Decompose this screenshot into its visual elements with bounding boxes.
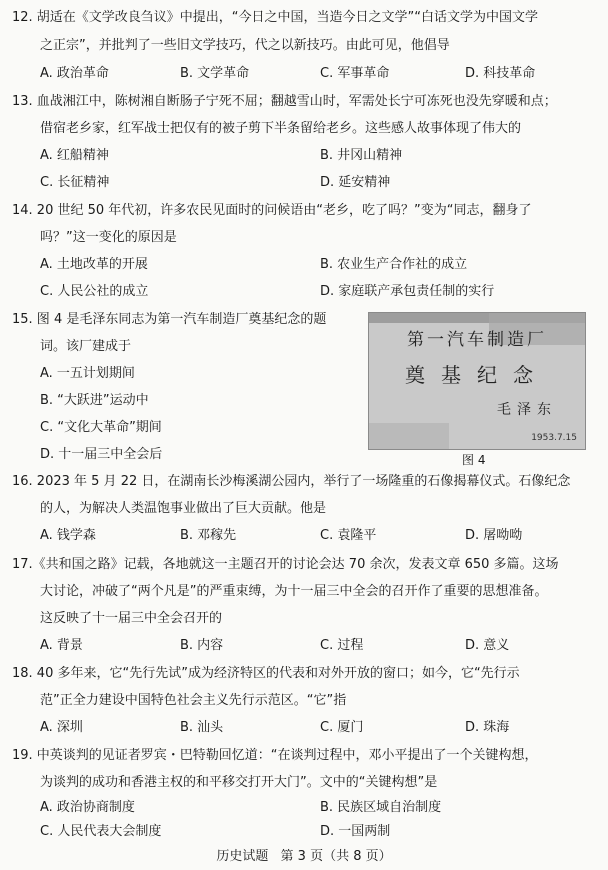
question-18-option-d: D. 珠海 — [465, 720, 510, 735]
question-15-option-b: B. “大跃进”运动中 — [40, 393, 149, 408]
question-16-option-c: C. 袁隆平 — [320, 528, 377, 543]
question-16-option-d: D. 屠呦呦 — [465, 528, 523, 543]
question-17-option-b: B. 内容 — [180, 638, 224, 653]
question-19-stem-line1: 19. 中英谈判的见证者罗宾・巴特勒回忆道：“在谈判过程中，邓小平提出了一个关键构想， — [12, 748, 538, 763]
photo-shading — [369, 423, 449, 449]
question-19-option-c: C. 人民代表大会制度 — [40, 824, 162, 839]
question-15-option-d: D. 十一届三中全会后 — [40, 447, 163, 462]
question-19-option-d: D. 一国两制 — [320, 824, 391, 839]
question-17-option-a: A. 背景 — [40, 638, 83, 653]
question-14-option-b: B. 农业生产合作社的成立 — [320, 257, 468, 272]
question-16-stem-line1: 16. 2023 年 5 月 22 日，在湖南长沙梅溪湖公园内，举行了一场隆重的石像揭幕仪式。石像纪念 — [12, 474, 571, 489]
question-15-option-a: A. 一五计划期间 — [40, 366, 135, 381]
question-16-stem-line2: 的人，为解决人类温饱事业做出了巨大贡献。他是 — [40, 501, 327, 516]
question-18-stem-line2: 范”正全力建设中国特色社会主义先行示范区。“它”指 — [40, 693, 347, 708]
inscription-date: 1953.7.15 — [531, 433, 577, 443]
question-18-option-a: A. 深圳 — [40, 720, 83, 735]
question-13-option-d: D. 延安精神 — [320, 175, 391, 190]
question-14-stem-line1: 14. 20 世纪 50 年代初，许多农民见面时的问候语由“老乡，吃了吗？”变为“同志，翻身了 — [12, 203, 532, 218]
question-12-option-d: D. 科技革命 — [465, 66, 536, 81]
question-12-stem-line2: 之正宗”，并批判了一些旧文学技巧，代之以新技巧。由此可见，他倡导 — [40, 38, 450, 53]
question-13-option-b: B. 井冈山精神 — [320, 148, 403, 163]
question-13-option-c: C. 长征精神 — [40, 175, 110, 190]
page-footer — [0, 845, 608, 864]
question-14-option-d: D. 家庭联产承包责任制的实行 — [320, 284, 495, 299]
inscription-line2: 奠基纪念 — [405, 363, 549, 387]
question-12-stem-line1: 12. 胡适在《文学改良刍议》中提出，“今日之中国，当造今日之文学”“白话文学为中国文学 — [12, 10, 539, 25]
question-17-stem-line2: 大讨论，冲破了“两个凡是”的严重束缚，为十一届三中全会的召开作了重要的思想准备。 — [40, 584, 548, 599]
question-19-stem-line2: 为谈判的成功和香港主权的和平移交打开大门”。文中的“关键构想”是 — [40, 775, 438, 790]
question-19-option-b: B. 民族区域自治制度 — [320, 800, 442, 815]
question-17-stem-line1: 17.《共和国之路》记载，各地就这一主题召开的讨论会达 70 余次，发表文章 650 多篇。这场 — [12, 557, 559, 572]
question-18-stem-line1: 18. 40 多年来，它“先行先试”成为经济特区的代表和对外开放的窗口；如今，它“先行示 — [12, 666, 520, 681]
question-16-option-b: B. 邓稼先 — [180, 528, 237, 543]
question-17-stem-line3: 这反映了十一届三中全会召开的 — [40, 611, 223, 626]
question-13-option-a: A. 红船精神 — [40, 148, 109, 163]
question-18-option-b: B. 汕头 — [180, 720, 224, 735]
question-14-option-c: C. 人民公社的成立 — [40, 284, 149, 299]
question-14-option-a: A. 土地改革的开展 — [40, 257, 148, 272]
question-12-option-a: A. 政治革命 — [40, 66, 109, 81]
question-15-stem-line2: 词。该厂建成于 — [40, 339, 132, 354]
question-12-option-c: C. 军事革命 — [320, 66, 390, 81]
question-15-stem-line1: 15. 图 4 是毛泽东同志为第一汽车制造厂奠基纪念的题 — [12, 312, 327, 327]
question-19-option-a: A. 政治协商制度 — [40, 800, 135, 815]
footer-page-number: 第 3 页（共 8 页） — [280, 849, 392, 864]
inscription-signature: 毛泽东 — [497, 402, 557, 418]
figure-caption: 图 4 — [462, 453, 486, 467]
footer-subject: 历史试题 — [216, 849, 269, 864]
question-17-option-c: C. 过程 — [320, 638, 364, 653]
question-14-stem-line2: 吗？”这一变化的原因是 — [40, 230, 177, 245]
question-17-option-d: D. 意义 — [465, 638, 510, 653]
inscription-line1: 第一汽车制造厂 — [407, 330, 547, 350]
question-13-stem-line1: 13. 血战湘江中，陈树湘自断肠子宁死不屈；翻越雪山时，军需处长宁可冻死也没先穿暖和点； — [12, 94, 557, 109]
question-13-stem-line2: 借宿老乡家，红军战士把仅有的被子剪下半条留给老乡。这些感人故事体现了伟大的 — [40, 121, 522, 136]
question-12-option-b: B. 文学革命 — [180, 66, 250, 81]
question-15-option-c: C. “文化大革命”期间 — [40, 420, 162, 435]
question-16-option-a: A. 钱学森 — [40, 528, 96, 543]
figure-4-calligraphy-photo — [368, 312, 586, 450]
question-18-option-c: C. 厦门 — [320, 720, 364, 735]
